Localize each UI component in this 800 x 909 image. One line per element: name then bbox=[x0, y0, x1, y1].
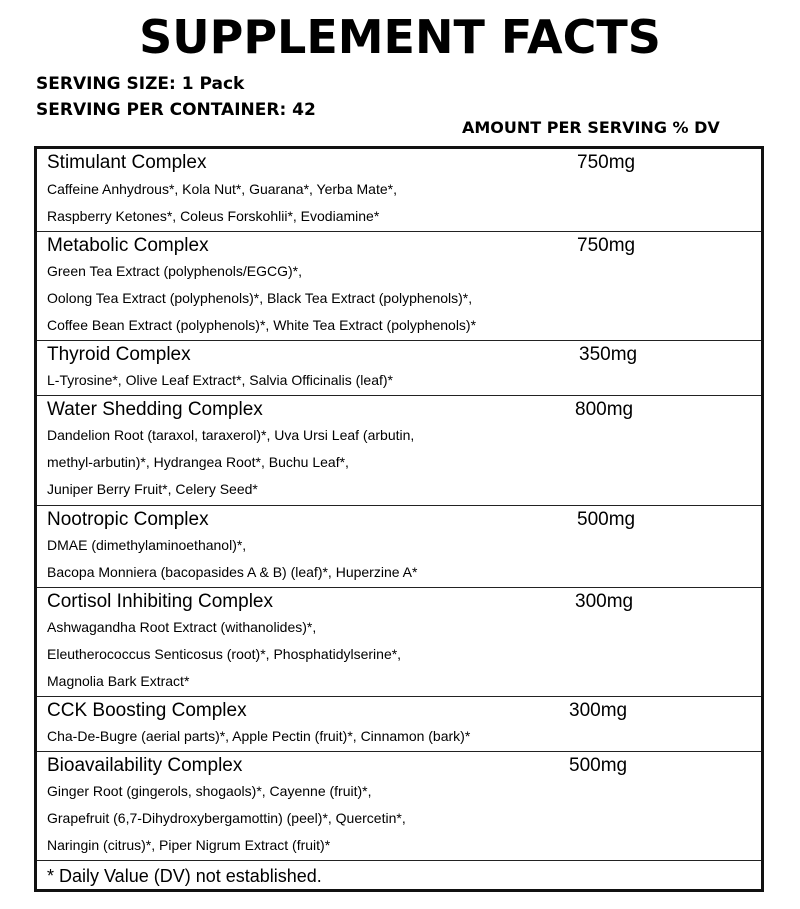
footnote: * Daily Value (DV) not established. bbox=[47, 866, 322, 886]
ingredient-line: Magnolia Bark Extract* bbox=[47, 673, 190, 689]
complex-name: Metabolic Complex bbox=[47, 235, 209, 256]
complex-amount: 500mg bbox=[569, 755, 628, 776]
ingredient-line: Bacopa Monniera (bacopasides A & B) (leaf)*, Huperzine A* bbox=[47, 564, 418, 580]
complex-row bbox=[37, 505, 761, 532]
complex-row bbox=[37, 587, 761, 614]
complex-row bbox=[37, 395, 761, 422]
ingredient-line: Ginger Root (gingerols, shogaols)*, Cayenne (fruit)*, bbox=[47, 783, 372, 799]
complex-row bbox=[37, 696, 761, 723]
serving-size: SERVING SIZE: 1 Pack bbox=[36, 74, 245, 94]
amount-per-serving-header: AMOUNT PER SERVING % DV bbox=[462, 118, 720, 137]
complex-row bbox=[37, 751, 761, 778]
complex-amount: 750mg bbox=[577, 235, 636, 256]
ingredient-line: Dandelion Root (taraxol, taraxerol)*, Uva Ursi Leaf (arbutin, bbox=[47, 427, 415, 443]
ingredient-line: methyl-arbutin)*, Hydrangea Root*, Buchu Leaf*, bbox=[47, 454, 349, 470]
ingredient-line: DMAE (dimethylaminoethanol)*, bbox=[47, 537, 247, 553]
ingredient-line: Eleutherococcus Senticosus (root)*, Phosphatidylserine*, bbox=[47, 646, 402, 662]
facts-table bbox=[34, 146, 764, 892]
ingredient-line: Coffee Bean Extract (polyphenols)*, White Tea Extract (polyphenols)* bbox=[47, 317, 477, 333]
complex-amount: 350mg bbox=[579, 344, 638, 365]
ingredient-line: L-Tyrosine*, Olive Leaf Extract*, Salvia Officinalis (leaf)* bbox=[47, 372, 393, 388]
complex-name: Stimulant Complex bbox=[47, 152, 207, 173]
complex-amount: 800mg bbox=[575, 399, 634, 420]
complex-name: Cortisol Inhibiting Complex bbox=[47, 591, 273, 612]
ingredient-line: Raspberry Ketones*, Coleus Forskohlii*, Evodiamine* bbox=[47, 208, 380, 224]
ingredient-line: Green Tea Extract (polyphenols/EGCG)*, bbox=[47, 263, 302, 279]
complex-name: Nootropic Complex bbox=[47, 509, 209, 530]
complex-row bbox=[37, 149, 761, 175]
complex-amount: 750mg bbox=[577, 152, 636, 173]
complex-name: Water Shedding Complex bbox=[47, 399, 263, 420]
ingredient-line: Cha-De-Bugre (aerial parts)*, Apple Pectin (fruit)*, Cinnamon (bark)* bbox=[47, 728, 471, 744]
ingredient-line: Grapefruit (6,7-Dihydroxybergamottin) (peel)*, Quercetin*, bbox=[47, 810, 406, 826]
complex-name: CCK Boosting Complex bbox=[47, 700, 247, 721]
complex-amount: 300mg bbox=[575, 591, 634, 612]
ingredient-line: Ashwagandha Root Extract (withanolides)*, bbox=[47, 619, 317, 635]
complex-amount: 500mg bbox=[577, 509, 636, 530]
ingredient-line: Naringin (citrus)*, Piper Nigrum Extract (fruit)* bbox=[47, 837, 331, 853]
servings-per-container: SERVING PER CONTAINER: 42 bbox=[36, 100, 316, 120]
footnote-row bbox=[37, 860, 761, 891]
title: SUPPLEMENT FACTS bbox=[139, 10, 661, 64]
ingredient-line: Oolong Tea Extract (polyphenols)*, Black Tea Extract (polyphenols)*, bbox=[47, 290, 473, 306]
ingredient-line: Juniper Berry Fruit*, Celery Seed* bbox=[47, 481, 258, 497]
complex-name: Thyroid Complex bbox=[47, 344, 191, 365]
complex-amount: 300mg bbox=[569, 700, 628, 721]
complex-row bbox=[37, 231, 761, 258]
complex-name: Bioavailability Complex bbox=[47, 755, 243, 776]
complex-row bbox=[37, 340, 761, 367]
ingredient-line: Caffeine Anhydrous*, Kola Nut*, Guarana*, Yerba Mate*, bbox=[47, 181, 397, 197]
